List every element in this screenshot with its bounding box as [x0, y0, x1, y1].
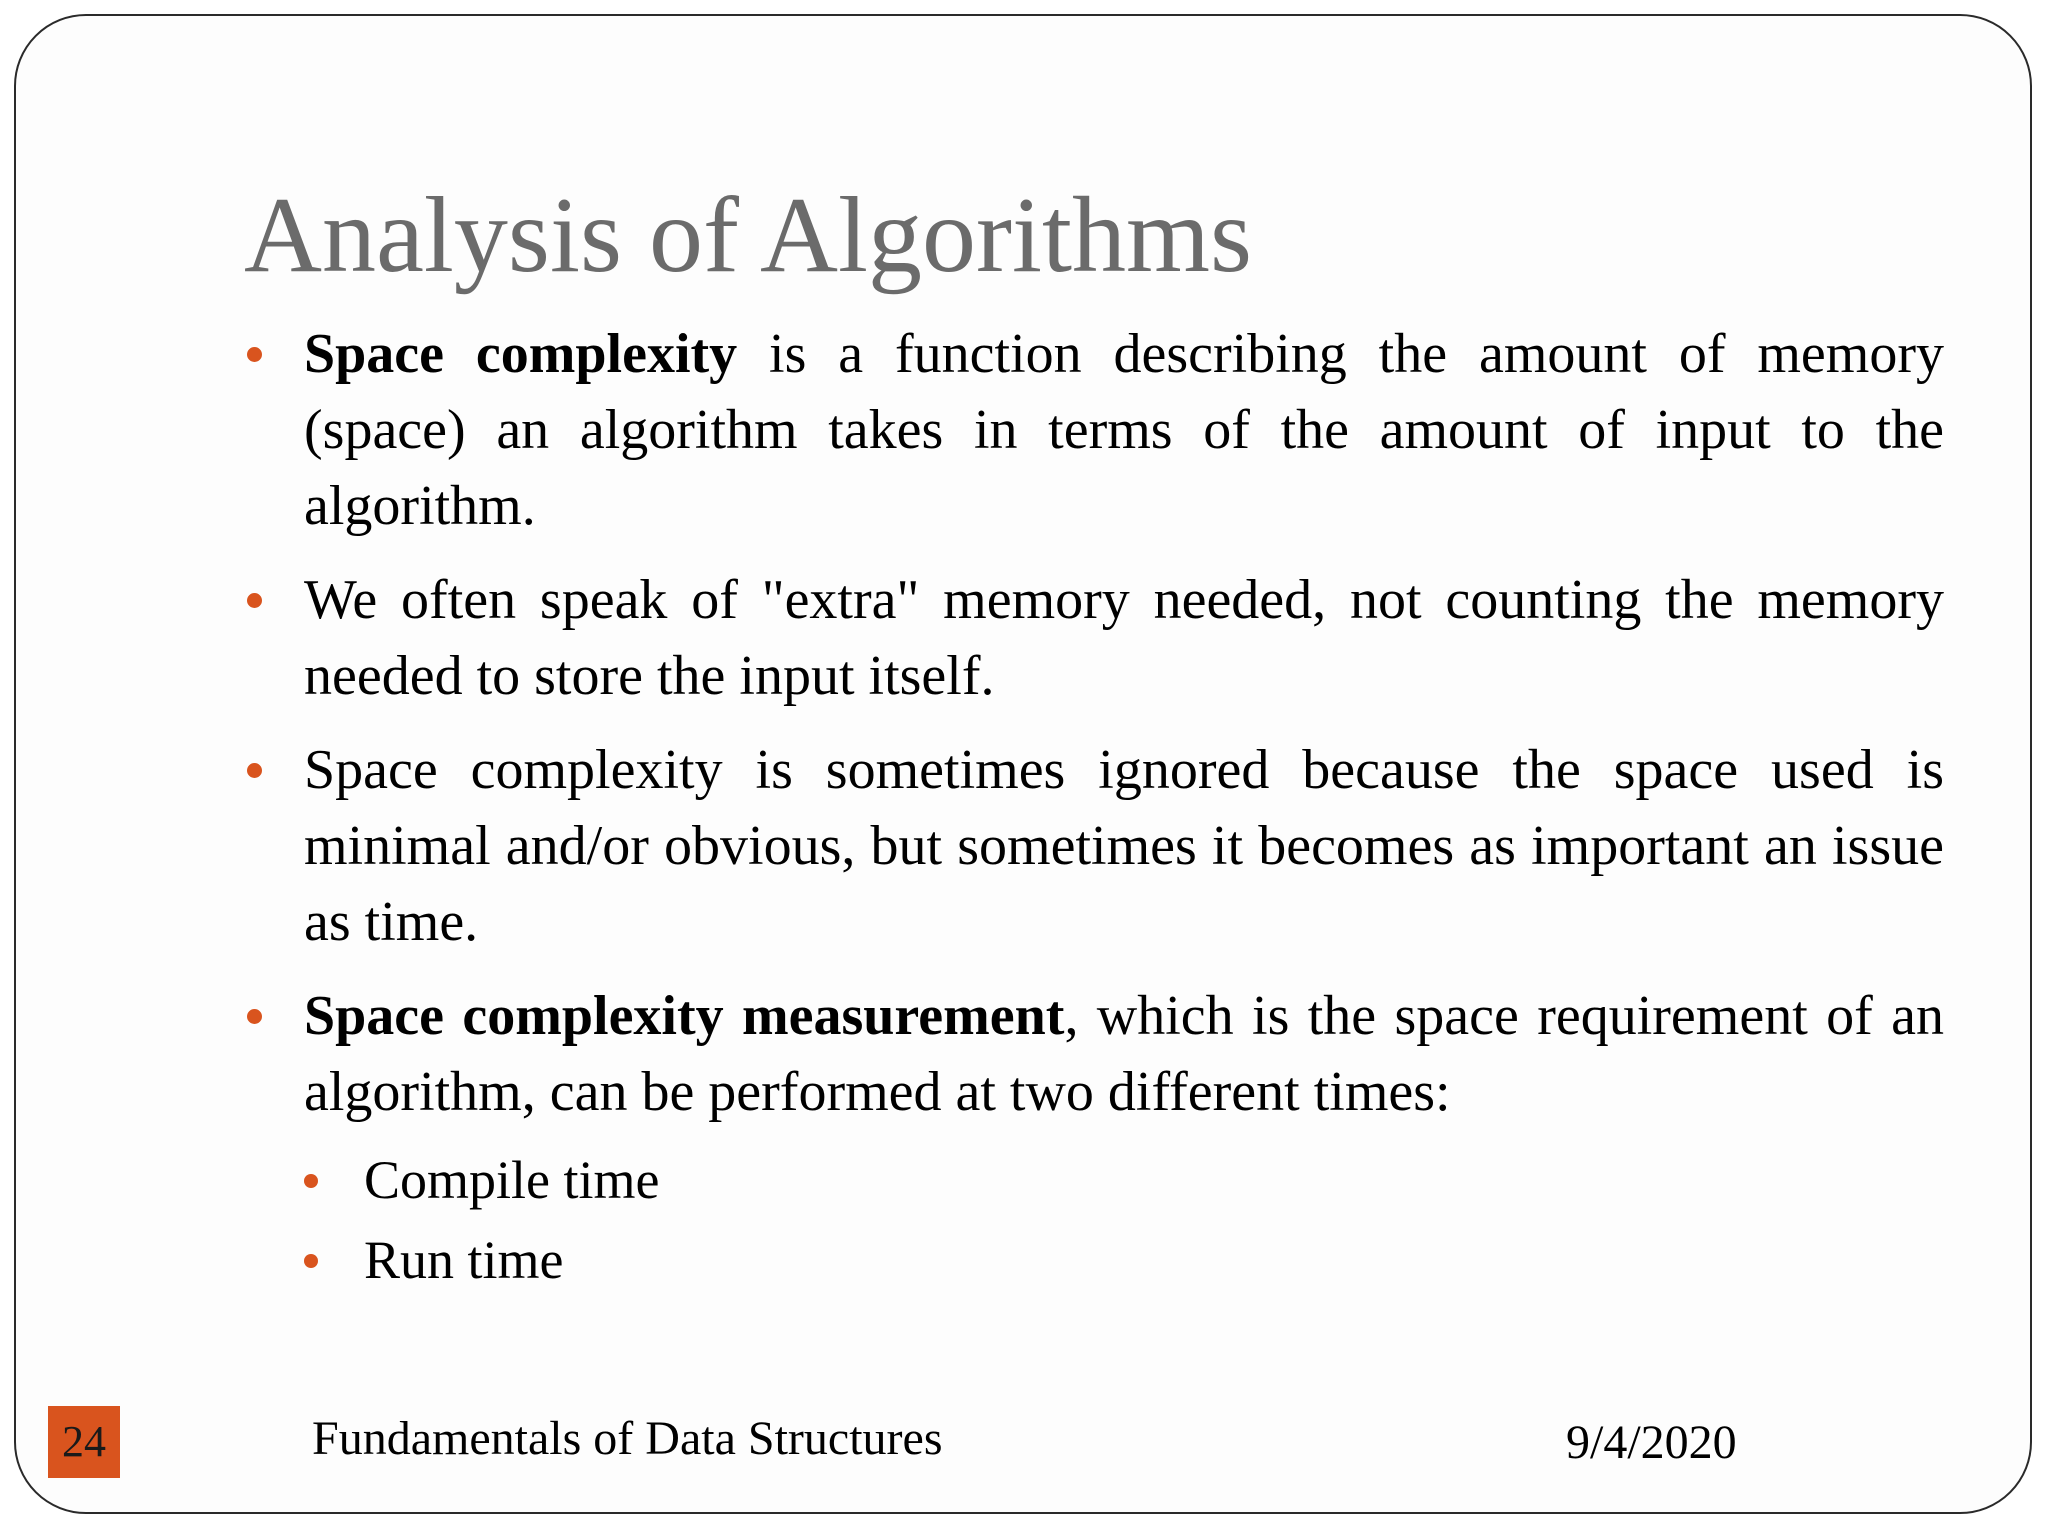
list-item	[244, 562, 1944, 714]
slide-frame	[14, 14, 2032, 1514]
bullet-dot-icon	[304, 1254, 318, 1268]
sub-list-item	[304, 1222, 1944, 1298]
bullet-text: Space complexity is sometimes ignored because the space used is minimal and/or obvious, but sometimes it becomes as important an issue as time.	[304, 739, 1944, 953]
bullet-list	[244, 316, 1944, 1316]
bullet-dot-icon	[304, 1174, 318, 1188]
bullet-dot-icon	[247, 1009, 262, 1024]
footer-date: 9/4/2020	[1566, 1416, 1737, 1469]
sub-item-text: Run time	[364, 1230, 564, 1290]
bullet-bold-text: Space complexity	[304, 323, 738, 385]
footer-course-title: Fundamentals of Data Structures	[312, 1412, 943, 1465]
bullet-bold-text: Space complexity measurement	[304, 985, 1065, 1047]
list-item	[244, 978, 1944, 1298]
list-item	[244, 732, 1944, 960]
bullet-text: , which is the space requirement of an algorithm, can be performed at two different times:	[304, 985, 1944, 1123]
sub-bullet-list	[304, 1142, 1944, 1298]
list-item	[244, 316, 1944, 544]
slide-title: Analysis of Algorithms	[244, 176, 1253, 295]
bullet-dot-icon	[247, 593, 262, 608]
sub-item-text: Compile time	[364, 1150, 660, 1210]
bullet-text: We often speak of "extra" memory needed, not counting the memory needed to store the input itself.	[304, 569, 1944, 707]
bullet-dot-icon	[247, 347, 262, 362]
bullet-text: is a function describing the amount of memory (space) an algorithm takes in terms of the amount of input to the algorithm.	[304, 323, 1944, 537]
slide-number: 24	[48, 1406, 120, 1478]
bullet-dot-icon	[247, 763, 262, 778]
sub-list-item	[304, 1142, 1944, 1218]
